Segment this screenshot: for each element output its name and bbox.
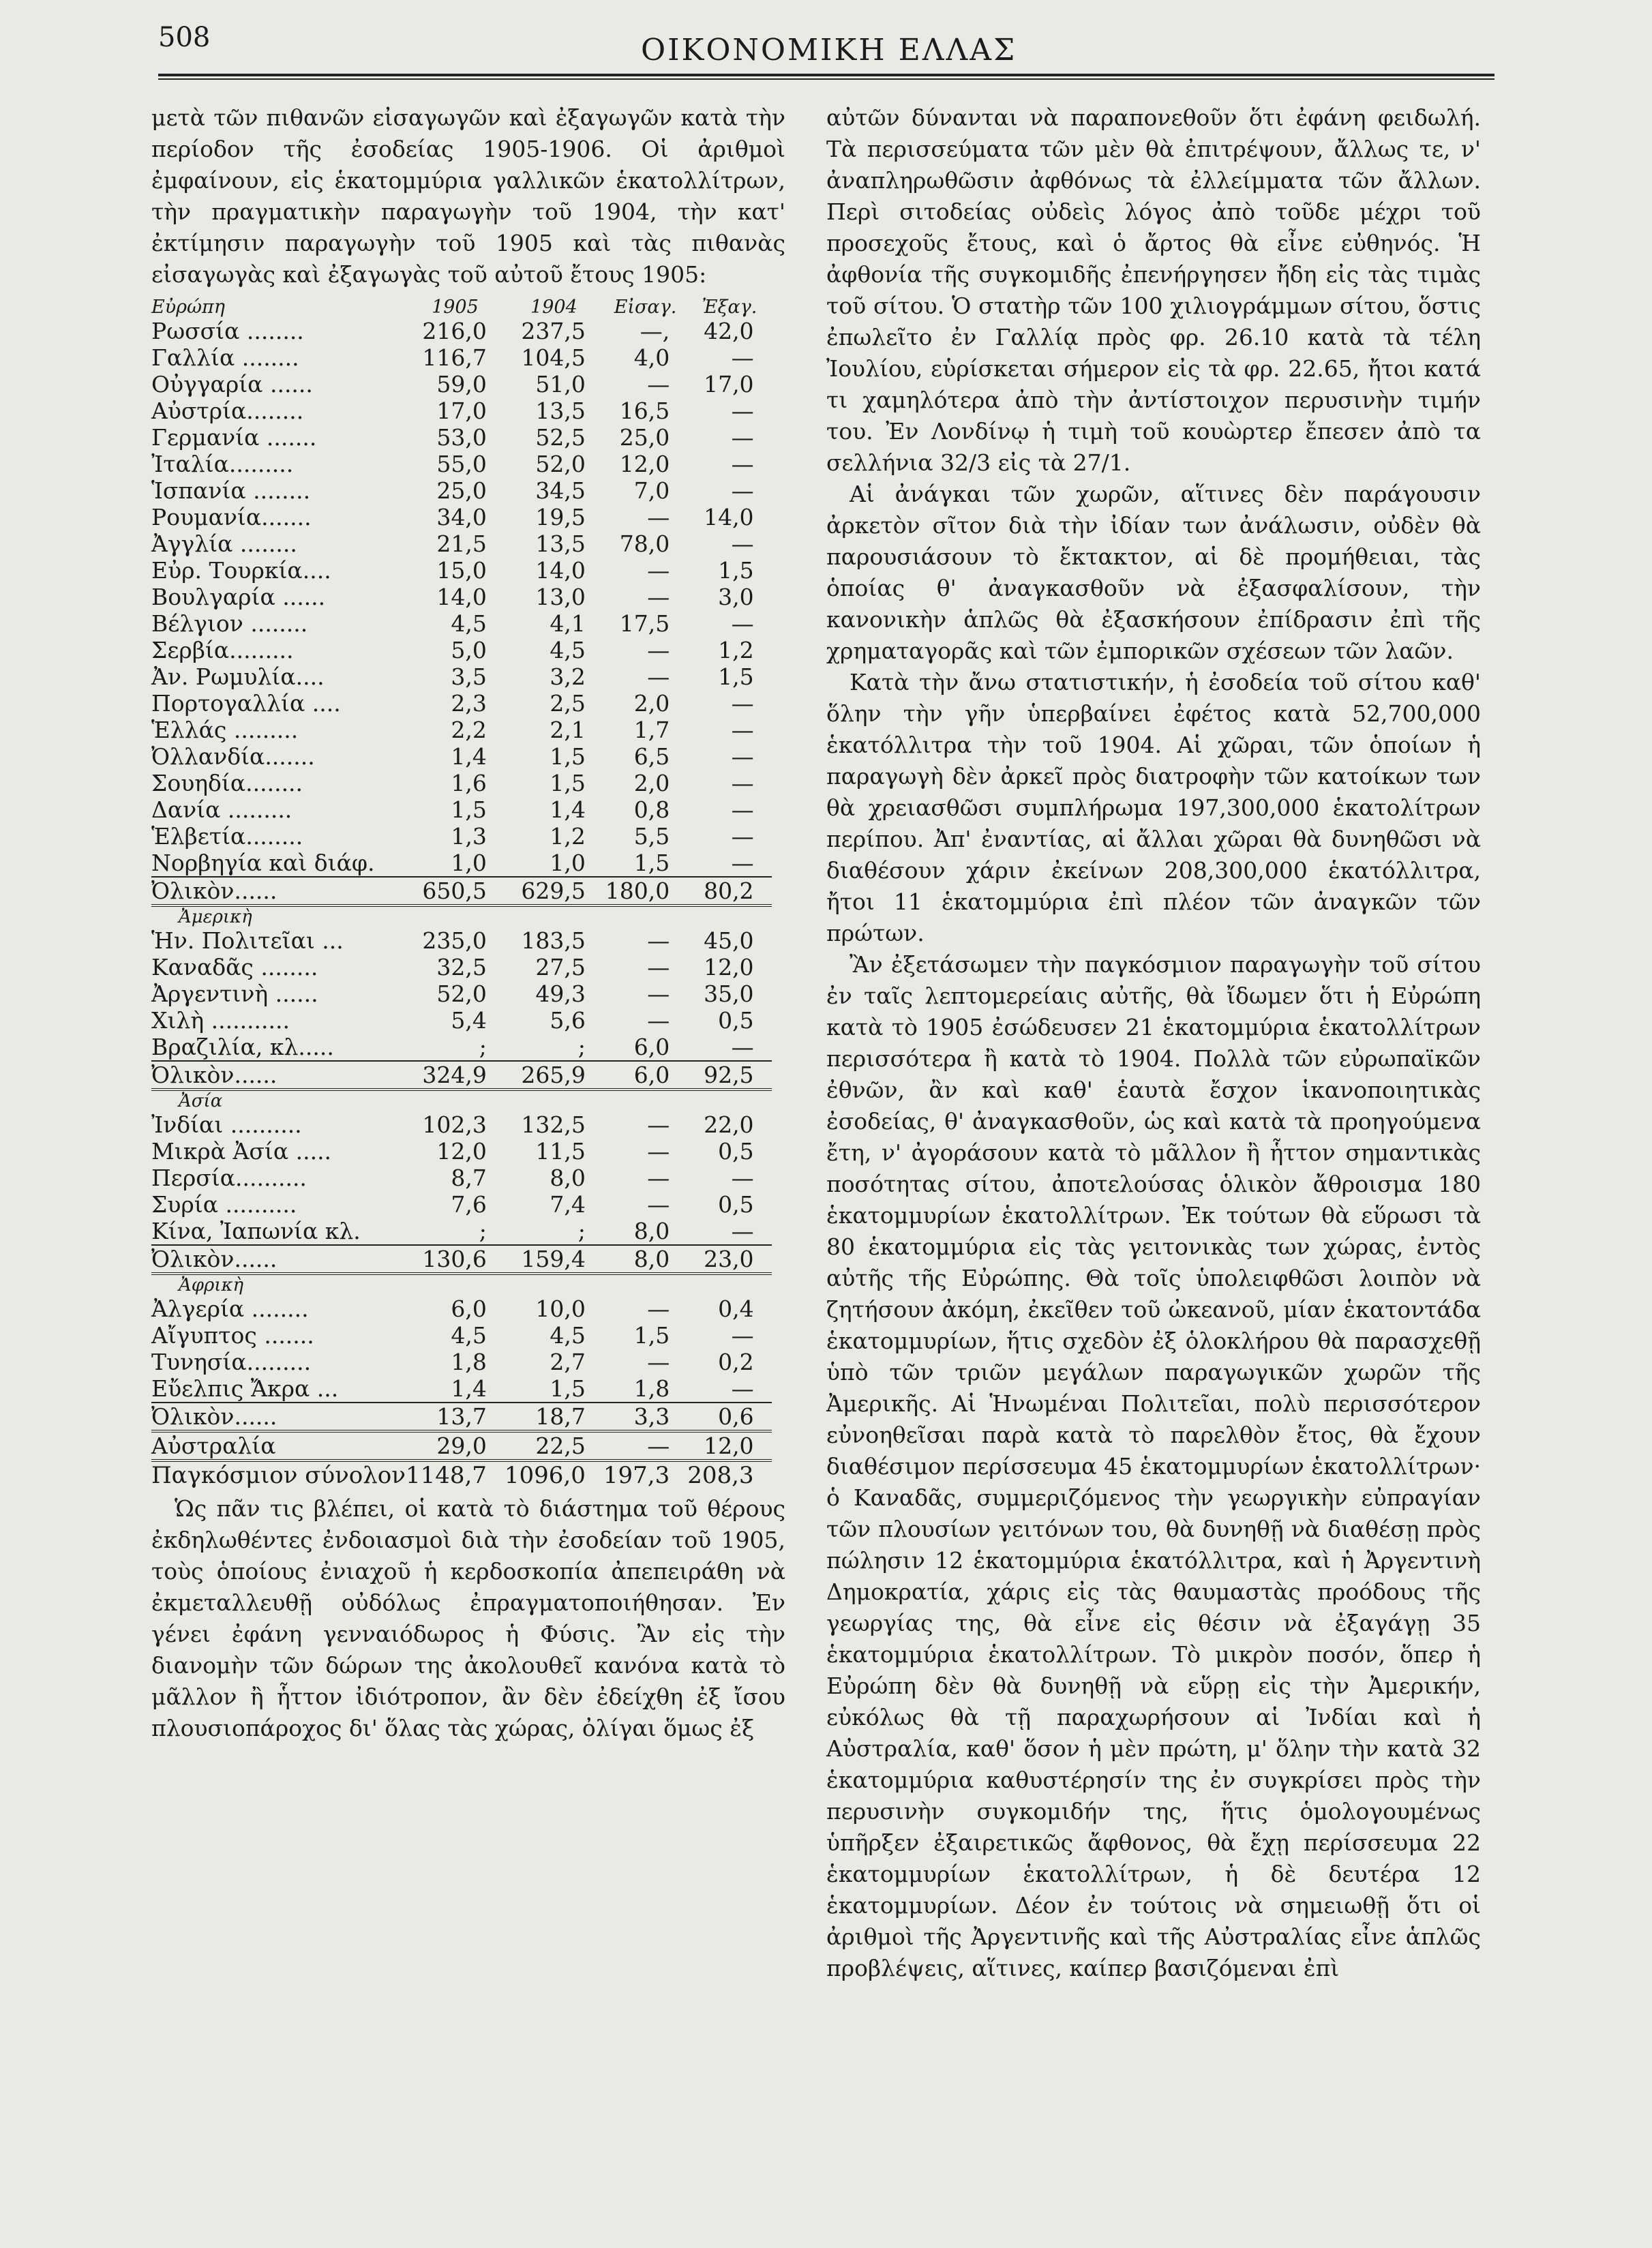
row-value: — xyxy=(731,398,754,424)
row-value: 4,1 xyxy=(550,610,586,637)
row-value: 13,5 xyxy=(535,530,586,557)
row-value: 1,5 xyxy=(633,1322,670,1349)
table-row xyxy=(151,424,772,451)
row-value: 42,0 xyxy=(704,318,754,344)
row-value: 4,5 xyxy=(550,637,586,663)
row-value: 116,7 xyxy=(422,344,487,371)
row-value: 0,5 xyxy=(718,1007,754,1034)
header-rule xyxy=(158,74,1495,80)
row-value: — xyxy=(647,371,670,398)
row-label: Περσία.......... xyxy=(151,1165,307,1191)
row-label: Αὐστρία........ xyxy=(151,398,304,424)
row-value: 1,5 xyxy=(550,743,586,770)
row-value: 5,6 xyxy=(550,1007,586,1034)
running-title: ΟΙΚΟΝΟΜΙΚΗ ΕΛΛΑΣ xyxy=(641,33,1017,68)
row-value: 49,3 xyxy=(535,980,586,1007)
row-label: Βραζιλία, κλ..... xyxy=(151,1034,334,1060)
row-value: 19,5 xyxy=(535,504,586,530)
row-value: — xyxy=(731,1322,754,1349)
row-value: — xyxy=(731,717,754,743)
row-value: 1,0 xyxy=(550,850,586,876)
row-value: 1,2 xyxy=(718,637,754,663)
row-value: 45,0 xyxy=(704,927,754,954)
row-value: 15,0 xyxy=(436,557,487,584)
row-label: Αὐστραλία xyxy=(151,1431,406,1460)
body-paragraph-1: αὐτῶν δύνανται νὰ παραπονεθοῦν ὅτι ἐφάνη φειδωλή. Τὰ περισσεύματα τῶν μὲν θὰ ἐπιτρέψουν, ἄλλως τε, ν' ἀναπληρωθῶσιν ἀφθόνως τὰ ἐλλείμματα τῶν ἄλλων. Περὶ σιτοδείας οὐδεὶς λόγος ἀπὸ τοῦδε μέχρι τοῦ προσεχοῦς ἔτους, καὶ ὁ ἄρτος θὰ εἶνε εὐθηνός. Ἡ ἀφθονία τῆς συγκομιδῆς ἐπενήργησεν ἤδη εἰς τὰς τιμὰς τοῦ σίτου. Ὁ στατὴρ τῶν 100 χιλιογράμμων σίτου, ὅστις ἐπωλεῖτο ἐν Γαλλίᾳ πρὸς φρ. 26.10 κατὰ τὰ τέλη Ἰουλίου, εὑρίσκεται σήμερον εἰς τὰ φρ. 22.65, ἤτοι κατά τι χαμηλότερα ἀπὸ τὴν ἀντίστοιχον περυσινὴν τιμήν του. Ἐν Λονδίνῳ ἡ τιμὴ τοῦ κουὼρτερ ἔπεσεν ἀπὸ τα σελλήνια 32/3 εἰς τὰ 27/1. xyxy=(826,104,1481,476)
row-value: — xyxy=(731,1034,754,1060)
table-row xyxy=(151,504,772,530)
region-title xyxy=(151,1090,772,1111)
row-value: 29,0 xyxy=(406,1431,505,1460)
row-value: 7,4 xyxy=(550,1191,586,1218)
row-value: 2,2 xyxy=(451,717,487,743)
row-value: 13,7 xyxy=(406,1403,505,1431)
row-value: 102,3 xyxy=(422,1111,487,1138)
row-value: 8,0 xyxy=(550,1165,586,1191)
table-row xyxy=(151,637,772,663)
row-value: — xyxy=(647,557,670,584)
row-label: Ὀλικὸν...... xyxy=(151,1403,406,1431)
row-label: Τυνησία......... xyxy=(151,1349,312,1375)
region-label: Ἀμερικὴ xyxy=(179,907,252,927)
table-row xyxy=(151,1034,772,1061)
row-label: Ὀλικὸν...... xyxy=(151,877,406,905)
total-row xyxy=(151,1403,772,1431)
row-value: 1,0 xyxy=(451,850,487,876)
row-label: Ἀν. Ρωμυλία.... xyxy=(151,663,325,690)
row-value: — xyxy=(647,663,670,690)
table-row xyxy=(151,344,772,371)
row-value: 216,0 xyxy=(422,318,487,344)
row-value: 1,5 xyxy=(451,796,487,823)
row-value: 1,5 xyxy=(550,1375,586,1402)
row-value: 59,0 xyxy=(436,371,487,398)
row-value: 14,0 xyxy=(436,584,487,610)
row-value: 1096,0 xyxy=(504,1462,586,1489)
row-value: 34,5 xyxy=(535,477,586,504)
table-row xyxy=(151,796,772,823)
row-label: Σερβία......... xyxy=(151,637,294,663)
row-value: — xyxy=(731,690,754,717)
row-value: — xyxy=(731,477,754,504)
row-value: 650,5 xyxy=(406,877,505,905)
row-value: 22,5 xyxy=(505,1431,603,1460)
row-value: 5,4 xyxy=(451,1007,487,1034)
row-value: 3,0 xyxy=(718,584,754,610)
row-value: ; xyxy=(479,1218,487,1244)
row-label: Βουλγαρία ...... xyxy=(151,584,326,610)
row-value: 23,0 xyxy=(687,1245,771,1274)
table-row xyxy=(151,477,772,504)
table-row xyxy=(151,850,772,877)
column-header: Ἐξαγ. xyxy=(702,297,757,318)
row-label: Νορβηγία καὶ διάφ. xyxy=(151,850,375,876)
total-row xyxy=(151,877,772,905)
row-value: — xyxy=(647,637,670,663)
region-label: Ἀσία xyxy=(179,1091,223,1111)
table-row xyxy=(151,530,772,557)
row-value: — xyxy=(647,1111,670,1138)
table-row xyxy=(151,743,772,770)
row-value: 2,1 xyxy=(550,717,586,743)
row-value: 1,3 xyxy=(451,823,487,850)
row-label: Βέλγιον ........ xyxy=(151,610,308,637)
row-value: 0,8 xyxy=(633,796,670,823)
table-row xyxy=(151,690,772,717)
row-value: — xyxy=(647,954,670,980)
table-row xyxy=(151,1111,772,1138)
row-value: — xyxy=(731,823,754,850)
row-value: — xyxy=(731,424,754,451)
row-value: — xyxy=(731,451,754,477)
table-row xyxy=(151,398,772,424)
row-value: 1,5 xyxy=(550,770,586,796)
row-value: 3,5 xyxy=(451,663,487,690)
row-value: 27,5 xyxy=(535,954,586,980)
row-value: 52,0 xyxy=(436,980,487,1007)
row-value: 13,0 xyxy=(535,584,586,610)
row-value: — xyxy=(647,1165,670,1191)
row-value: 4,0 xyxy=(633,344,670,371)
row-value: 92,5 xyxy=(687,1061,771,1090)
row-value: 25,0 xyxy=(436,477,487,504)
row-value: 1,7 xyxy=(633,717,670,743)
row-label: Ἰταλία......... xyxy=(151,451,294,477)
row-value: 2,0 xyxy=(633,690,670,717)
row-label: Ἱσπανία ........ xyxy=(151,477,311,504)
row-value: — xyxy=(647,927,670,954)
row-value: 0,6 xyxy=(687,1403,771,1431)
row-label: Εὔελπις Ἄκρα ... xyxy=(151,1375,339,1402)
row-label: Ἑλλάς ......... xyxy=(151,717,299,743)
row-value: —, xyxy=(640,318,670,344)
row-label: Συρία .......... xyxy=(151,1191,297,1218)
row-value: 1148,7 xyxy=(405,1462,487,1489)
row-value: 1,5 xyxy=(633,850,670,876)
row-value: 2,5 xyxy=(550,690,586,717)
row-value: 3,3 xyxy=(603,1403,687,1431)
body-paragraph-3: Κατὰ τὴν ἄνω στατιστικήν, ἡ ἐσοδεία τοῦ σίτου καθ' ὅλην τὴν γῆν ὑπερβαίνει ἐφέτος κατὰ 52,700,000 ἑκατόλλιτρα τὴν τοῦ 1904. Αἱ χῶραι, τῶν ὁποίων ἡ παραγωγὴ δὲν ἀρκεῖ πρὸς διατροφὴν τῶν κατοίκων των θὰ χρειασθῶσι συμπλήρωμα 197,300,000 ἑκατολίτρων περίπου. Ἀπ' ἐναντίας, αἱ ἄλλαι χῶραι θὰ δυνηθῶσι νὰ διαθέσουν χάριν ἐκείνων 208,300,000 ἑκατόλλιτρα, ἤτοι 11 ἑκατομμύρια ἐπὶ πλέον τῶν ἀναγκῶν τῶν πρώτων. xyxy=(826,669,1481,946)
table-row xyxy=(151,371,772,398)
row-value: 12,0 xyxy=(619,451,670,477)
row-value: 0,2 xyxy=(718,1349,754,1375)
intro-paragraph: μετὰ τῶν πιθανῶν εἰσαγωγῶν καὶ ἐξαγωγῶν κατὰ τὴν περίοδον τῆς ἐσοδείας 1905-1906. Οἱ ἀριθμοὶ ἐμφαίνουν, εἰς ἑκατομμύρια γαλλικῶν ἑκατολλίτρων, τὴν πραγματικὴν παραγωγὴν τοῦ 1904, τὴν κατ' ἐκτίμησιν παραγωγὴν τοῦ 1905 καὶ τὰς πιθανὰς εἰσαγωγὰς καὶ ἐξαγωγὰς τοῦ αὐτοῦ ἔτους 1905: xyxy=(151,104,785,288)
region-title xyxy=(151,905,772,927)
row-value: 12,0 xyxy=(436,1138,487,1165)
row-value: 18,7 xyxy=(505,1403,603,1431)
row-value: 1,4 xyxy=(451,743,487,770)
row-value: 8,0 xyxy=(633,1218,670,1244)
row-value: 2,0 xyxy=(633,770,670,796)
row-label: Ρωσσία ........ xyxy=(151,318,304,344)
row-label: Παγκόσμιον σύνολον xyxy=(151,1462,406,1489)
table-row xyxy=(151,1138,772,1165)
total-row xyxy=(151,1061,772,1090)
row-value: 1,6 xyxy=(451,770,487,796)
row-value: 21,5 xyxy=(436,530,487,557)
row-value: 34,0 xyxy=(436,504,487,530)
row-value: 25,0 xyxy=(619,424,670,451)
region-label: Ἀφρικὴ xyxy=(179,1275,244,1295)
row-value: 17,5 xyxy=(619,610,670,637)
row-value: 11,5 xyxy=(535,1138,586,1165)
row-value: 4,5 xyxy=(451,1322,487,1349)
row-label: Γερμανία ....... xyxy=(151,424,317,451)
row-value: — xyxy=(731,344,754,371)
row-value: 629,5 xyxy=(505,877,603,905)
row-value: 4,5 xyxy=(550,1322,586,1349)
row-value: 5,5 xyxy=(633,823,670,850)
body-paragraph-4: Ἂν ἐξετάσωμεν τὴν παγκόσμιον παραγωγὴν τοῦ σίτου ἐν ταῖς λεπτομερείαις αὐτῆς, θὰ ἴδωμεν ὅτι ἡ Εὐρώπη κατὰ τὸ 1905 ἐσώδευσεν 21 ἑκατομμύρια ἑκατολλίτρων περισσότερα ἢ κατὰ τὸ 1904. Πολλὰ τῶν εὐρωπαϊκῶν ἐθνῶν, ἂν καὶ καθ' ἑαυτὰ ἔσχον ἱκανοποιητικὰς ἐσοδείας, θ' ἀναγκασθοῦν, ὡς καὶ κατὰ τὰ προηγούμενα ἔτη, ν' ἀγοράσουν κατὰ τὸ μᾶλλον ἢ ἧττον σημαντικὰς ποσότητας σίτου, ἀποτελούσας ὁλικὸν ἄθροισμα 180 ἑκατομμυρίων ἑκατολλίτρων. Ἐκ τούτων θὰ εὕρωσι τὰ 80 ἑκατομμύρια εἰς τὰς γειτονικὰς των χώρας, ἐντὸς αὐτῆς τῆς Εὐρώπης. Θὰ τοῖς ὑπολειφθῶσι λοιπὸν νὰ ζητήσουν ἀκόμη, ἐκεῖθεν τοῦ ὠκεανοῦ, μίαν ἑκατοντάδα ἑκατομμυρίων, ἥτις σχεδὸν ἐξ ὁλοκλήρου θὰ παρασχεθῇ ὑπὸ τῶν τριῶν μεγάλων παραγωγικῶν χωρῶν τῆς Ἀμερικῆς. Αἱ Ἡνωμέναι Πολιτεῖαι, πολὺ περισσότερον εὐνοηθεῖσαι παρὰ κατὰ τὸ παρελθὸν ἔτος, θὰ ἔχουν διαθέσιμον περίσσευμα 45 ἑκατομμυρίων ἑκατολλίτρων· ὁ Καναδᾶς, συμμεριζόμενος τὴν γεωργικὴν εὐπραγίαν τῶν πλουσίων γειτόνων του, θὰ δυνηθῇ νὰ διαθέσῃ πρὸς πώλησιν 12 ἑκατομμύρια ἑκατόλλιτρα, καὶ ἡ Ἀργεντινὴ Δημοκρατία, χάρις εἰς τὰς θαυμαστὰς προόδους τῆς γεωργίας της, θὰ εἶνε εἰς θέσιν νὰ ἐξαγάγῃ 35 ἑκατομμύρια ἑκατολλίτρων. Τὸ μικρὸν ποσόν, ὅπερ ἡ Εὐρώπη δὲν θὰ δυνηθῇ νὰ εὕρῃ εἰς τὴν Ἀμερικήν, εὐκόλως θὰ τῇ παραχωρήσουν αἱ Ἰνδίαι καὶ ἡ Αὐστραλία, καθ' ὅσον ἡ μὲν πρώτη, μ' ὅλην τὴν κατὰ 32 ἑκατομμύρια καθυστέρησίν της ἐν συγκρίσει πρὸς τὴν περυσινὴν συγκομιδήν της, ἥτις ὁμολογουμένως ὑπῆρξεν ἐξαιρετικῶς ἄφθονος, θὰ ἔχῃ περίσσευμα 22 ἑκατομμυρίων ἑκατολλίτρων, ἡ δὲ δευτέρα 12 ἑκατομμυρίων. Δέον ἐν τούτοις νὰ σημειωθῇ ὅτι οἱ ἀριθμοὶ τῆς Ἀργεντινῆς καὶ τῆς Αὐστραλίας εἶνε ἁπλῶς προβλέψεις, αἵτινες, καίπερ βασιζόμεναι ἐπὶ xyxy=(826,951,1481,1981)
total-row xyxy=(151,1245,772,1274)
row-value: 51,0 xyxy=(535,371,586,398)
row-label: Ἀλγερία ........ xyxy=(151,1295,309,1322)
row-value: 1,8 xyxy=(451,1349,487,1375)
row-label: Ὀλικὸν...... xyxy=(151,1245,406,1274)
row-value: 132,5 xyxy=(521,1111,586,1138)
row-value: — xyxy=(647,1349,670,1375)
row-label: Αἴγυπτος ....... xyxy=(151,1322,314,1349)
table-row xyxy=(151,927,772,954)
right-column xyxy=(826,102,1481,1984)
body-paragraph-2: Αἱ ἀνάγκαι τῶν χωρῶν, αἵτινες δὲν παράγουσιν ἀρκετὸν σῖτον διὰ τὴν ἰδίαν των ἀνάλωσιν, οὐδὲν θὰ παρουσιάσουν τὸ ἔκτακτον, αἱ δὲ προμήθειαι, τὰς ὁποίας θ' ἀναγκασθοῦν νὰ ἐξασφαλίσουν, τὴν κανονικὴν ἁπλῶς θὰ ἐξασκήσουν ἐπίδρασιν ἐπὶ τῆς χρηματαγορᾶς καὶ τῶν ἐμπορικῶν σχέσεων τῶν λαῶν. xyxy=(826,481,1481,664)
row-value: — xyxy=(647,584,670,610)
row-value: 2,7 xyxy=(550,1349,586,1375)
row-value: 22,0 xyxy=(704,1111,754,1138)
row-value: — xyxy=(647,980,670,1007)
row-label: Δανία ......... xyxy=(151,796,292,823)
closing-paragraph: Ὡς πᾶν τις βλέπει, οἱ κατὰ τὸ διάστημα τοῦ θέρους ἐκδηλωθέντες ἐνδοιασμοὶ διὰ τὴν ἐσοδείαν τοῦ 1905, τοὺς ὁποίους ἐνιαχοῦ ἡ κερδοσκοπία ἀπεπειράθη νὰ ἐκμεταλλευθῇ οὐδόλως ἐπραγματοποιήθησαν. Ἐν γένει ἐφάνη γενναιόδωρος ἡ Φύσις. Ἂν εἰς τὴν διανομὴν τῶν δώρων της ἀκολουθεῖ κανόνα κατὰ τὸ μᾶλλον ἢ ἧττον ἰδιότροπον, ἂν δὲν ἐδείχθη ἐξ ἴσου πλουσιοπάροχος δι' ὅλας τὰς χώρας, ὀλίγαι ὅμως ἐξ xyxy=(151,1495,785,1741)
australia-row xyxy=(151,1431,772,1460)
table-row xyxy=(151,318,772,344)
row-value: ; xyxy=(577,1218,586,1244)
row-value: 16,5 xyxy=(619,398,670,424)
row-label: Γαλλία ........ xyxy=(151,344,299,371)
row-value: — xyxy=(731,743,754,770)
row-value: 17,0 xyxy=(436,398,487,424)
page-number: 508 xyxy=(158,22,211,53)
row-value: 8,7 xyxy=(451,1165,487,1191)
row-value: 130,6 xyxy=(406,1245,505,1274)
row-value: 237,5 xyxy=(521,318,586,344)
row-value: 32,5 xyxy=(436,954,487,980)
row-value: 53,0 xyxy=(436,424,487,451)
row-label: Ἰνδίαι .......... xyxy=(151,1111,302,1138)
row-value: 5,0 xyxy=(451,637,487,663)
row-value: 17,0 xyxy=(704,371,754,398)
table-row xyxy=(151,1322,772,1349)
table-row xyxy=(151,663,772,690)
row-value: 13,5 xyxy=(535,398,586,424)
row-value: 3,2 xyxy=(550,663,586,690)
row-value: — xyxy=(647,1295,670,1322)
row-label: Κίνα, Ἰαπωνία κλ. xyxy=(151,1218,361,1244)
row-value: 0,4 xyxy=(718,1295,754,1322)
row-value: 6,5 xyxy=(633,743,670,770)
grand-total-row xyxy=(151,1460,772,1489)
table-row xyxy=(151,451,772,477)
row-value: 235,0 xyxy=(422,927,487,954)
row-label: Μικρὰ Ἀσία ..... xyxy=(151,1138,332,1165)
row-value: 7,6 xyxy=(451,1191,487,1218)
table-row xyxy=(151,717,772,743)
row-value: — xyxy=(647,504,670,530)
row-label: Καναδᾶς ........ xyxy=(151,954,318,980)
row-value: 1,5 xyxy=(718,663,754,690)
row-value: 2,3 xyxy=(451,690,487,717)
row-label: Ἀγγλία ........ xyxy=(151,530,297,557)
row-value: 4,5 xyxy=(451,610,487,637)
row-value: 14,0 xyxy=(704,504,754,530)
row-value: 12,0 xyxy=(687,1431,771,1460)
table-row xyxy=(151,980,772,1007)
row-value: 10,0 xyxy=(535,1295,586,1322)
row-value: — xyxy=(731,530,754,557)
row-value: 14,0 xyxy=(535,557,586,584)
row-value: ; xyxy=(577,1034,586,1060)
table-row xyxy=(151,584,772,610)
table-header-row xyxy=(151,292,772,318)
row-label: Ἀργεντινὴ ...... xyxy=(151,980,318,1007)
table-row xyxy=(151,1007,772,1034)
table-row xyxy=(151,1349,772,1375)
row-value: 0,5 xyxy=(718,1138,754,1165)
row-value: 52,5 xyxy=(535,424,586,451)
row-value: 12,0 xyxy=(704,954,754,980)
table-row xyxy=(151,1191,772,1218)
table-row xyxy=(151,1295,772,1322)
column-header: Εἰσαγ. xyxy=(614,297,677,318)
row-label: Πορτογαλλία .... xyxy=(151,690,341,717)
row-value: 197,3 xyxy=(603,1462,670,1489)
table-row xyxy=(151,954,772,980)
row-value: 6,0 xyxy=(633,1034,670,1060)
row-label: Ὀλλανδία....... xyxy=(151,743,315,770)
row-value: 8,0 xyxy=(603,1245,687,1274)
row-value: 324,9 xyxy=(406,1061,505,1090)
row-label: Ρουμανία....... xyxy=(151,504,312,530)
row-value: — xyxy=(731,1165,754,1191)
row-value: ; xyxy=(479,1034,487,1060)
row-label: Οὐγγαρία ...... xyxy=(151,371,313,398)
table-row xyxy=(151,823,772,850)
table-row xyxy=(151,1165,772,1191)
row-value: — xyxy=(731,1375,754,1402)
row-value: — xyxy=(731,1218,754,1244)
row-value: 104,5 xyxy=(521,344,586,371)
row-value: — xyxy=(731,610,754,637)
row-value: — xyxy=(647,1191,670,1218)
row-value: 180,0 xyxy=(603,877,687,905)
row-label: Εὐρ. Τουρκία.... xyxy=(151,557,331,584)
row-value: 208,3 xyxy=(687,1462,754,1489)
table-row xyxy=(151,1218,772,1245)
row-value: 55,0 xyxy=(436,451,487,477)
row-value: 1,4 xyxy=(451,1375,487,1402)
row-label: Ἡν. Πολιτεῖαι ... xyxy=(151,927,344,954)
row-value: 1,5 xyxy=(718,557,754,584)
table-row xyxy=(151,610,772,637)
row-label: Χιλὴ ........... xyxy=(151,1007,290,1034)
row-value: 1,8 xyxy=(633,1375,670,1402)
row-value: 0,5 xyxy=(718,1191,754,1218)
row-value: 6,0 xyxy=(603,1061,687,1090)
region-title xyxy=(151,1274,772,1295)
row-value: 7,0 xyxy=(633,477,670,504)
row-value: 265,9 xyxy=(505,1061,603,1090)
row-value: 35,0 xyxy=(704,980,754,1007)
row-value: — xyxy=(731,770,754,796)
row-value: 52,0 xyxy=(535,451,586,477)
row-value: 6,0 xyxy=(451,1295,487,1322)
row-value: — xyxy=(603,1431,687,1460)
table-row xyxy=(151,557,772,584)
row-value: 159,4 xyxy=(505,1245,603,1274)
column-header: Εὐρώπη xyxy=(151,297,225,318)
left-column xyxy=(151,102,785,1744)
row-label: Σουηδία........ xyxy=(151,770,303,796)
row-label: Ἑλβετία........ xyxy=(151,823,303,850)
column-header: 1904 xyxy=(530,297,577,318)
table-row xyxy=(151,770,772,796)
row-value: 78,0 xyxy=(619,530,670,557)
row-value: 183,5 xyxy=(521,927,586,954)
row-value: — xyxy=(647,1007,670,1034)
wheat-statistics-table xyxy=(151,292,772,1489)
row-value: — xyxy=(647,1138,670,1165)
row-label: Ὀλικὸν...... xyxy=(151,1061,406,1090)
row-value: 1,2 xyxy=(550,823,586,850)
row-value: 80,2 xyxy=(687,877,771,905)
column-header: 1905 xyxy=(432,297,479,318)
row-value: 1,4 xyxy=(550,796,586,823)
row-value: — xyxy=(731,796,754,823)
table-row xyxy=(151,1375,772,1403)
row-value: — xyxy=(731,850,754,876)
